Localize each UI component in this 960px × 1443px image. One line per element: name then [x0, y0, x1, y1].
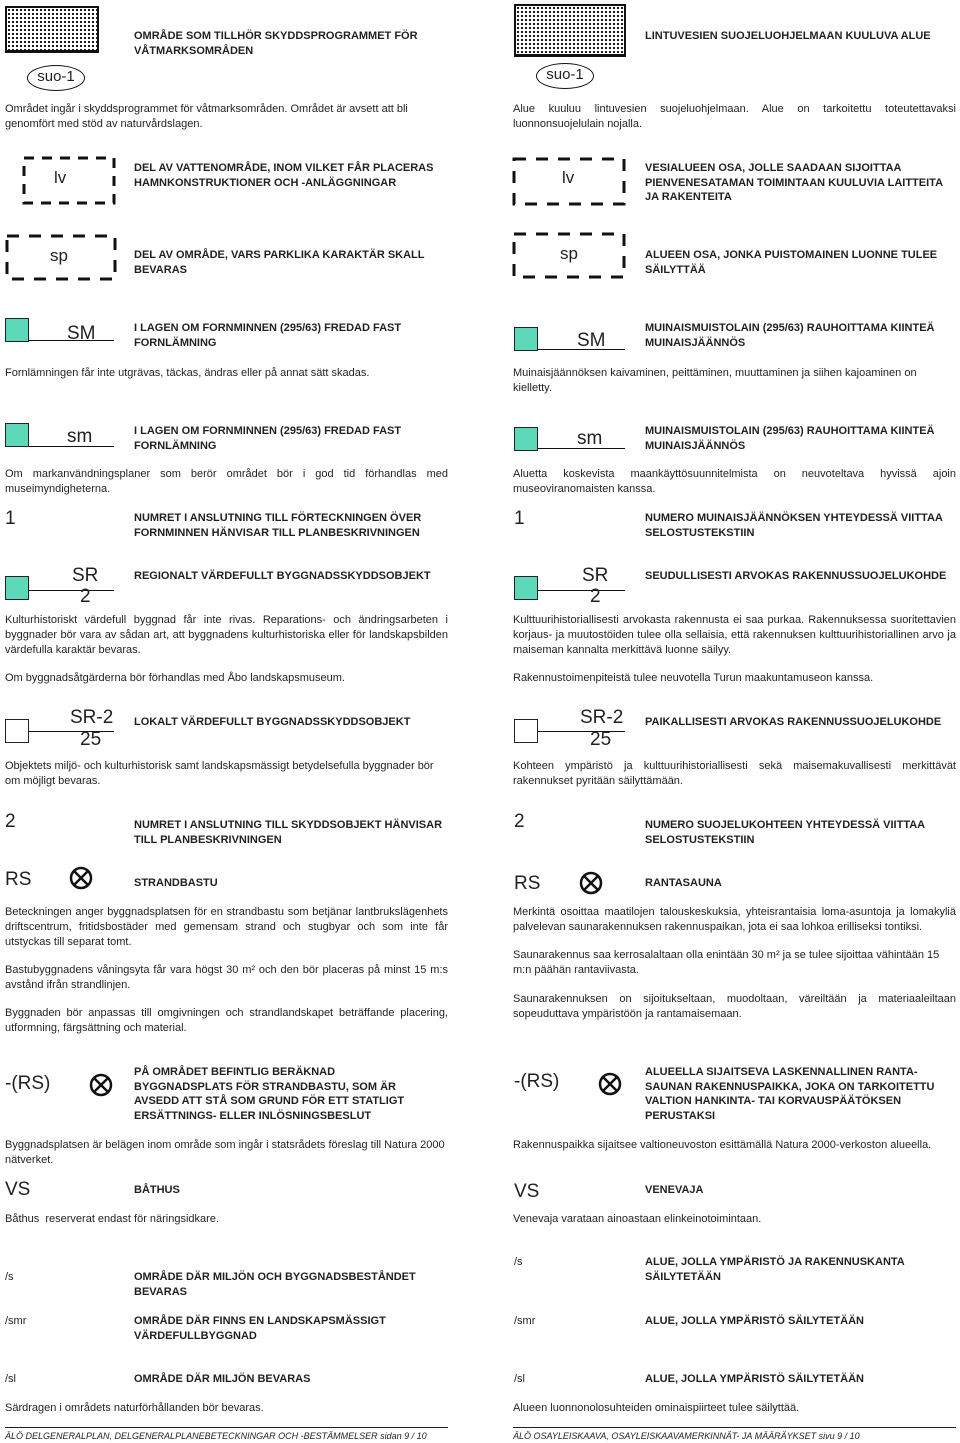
RS-description-2: Saunarakennus saa kerrosalaltaan olla enintään 30 m² ja se tulee sijoittaa vähintään 15 m:n päähän rantaviivasta. — [513, 949, 940, 976]
suo-1-title: OMRÅDE SOM TILLHÖR SKYDDSPROGRAMMET FÖR VÅTMARKSOMRÅDEN — [134, 30, 418, 57]
s-label: /s — [5, 1271, 14, 1283]
SM-teal-square — [5, 318, 29, 342]
num-2-label: 2 — [514, 811, 525, 832]
smr-title: ALUE, JOLLA YMPÄRISTÖ SÄILYTETÄÄN — [645, 1315, 865, 1327]
SM-teal-square — [514, 327, 538, 351]
SR2-leader-line — [29, 590, 114, 591]
VS-description: Båthus reserverat endast för näringsidkare. — [5, 1213, 220, 1225]
SR2-title: SEUDULLISESTI ARVOKAS RAKENNUSSUOJELUKOHDE — [645, 570, 947, 582]
SR2-25-label-top: SR-2 — [70, 707, 114, 728]
footer-text: ÄLÖ DELGENERALPLAN, DELGENERALPLANEBETECKNINGAR OCH -BESTÄMMELSER sidan 9 / 10 — [5, 1431, 427, 1441]
RS-label: RS — [5, 869, 32, 890]
SR2-25-label-bottom: 25 — [80, 729, 102, 750]
suo-1-description: Alue kuuluu lintuvesien suojeluohjelmaan. Alue on tarkoitettu toteutettavaksi luonnonsuojelulain nojalla. — [513, 103, 956, 130]
SR2-25-title: LOKALT VÄRDEFULLT BYGGNADSSKYDDSOBJEKT — [134, 716, 411, 728]
sl-title: OMRÅDE DÄR MILJÖN BEVARAS — [134, 1373, 311, 1385]
VS-title: VENEVAJA — [645, 1184, 704, 1196]
VS-label: VS — [514, 1181, 540, 1202]
minus-RS-label: -(RS) — [514, 1071, 560, 1092]
RS-description: Merkintä osoittaa maatilojen talouskeskuksia, yhteisrantaisia loma-asuntoja ja lomakyliä palvelevan saunarakennuksen rakennuspaikan, jota ei saa lohkoa erilliseksi tontiksi. — [513, 906, 956, 933]
SR2-25-leader-line — [538, 731, 625, 732]
minus-RS-description: Rakennuspaikka sijaitsee valtioneuvoston esittämällä Natura 2000-verkoston alueella. — [513, 1139, 932, 1151]
SR2-description: Kulttuurihistoriallisesti arvokasta rakennusta ei saa purkaa. Rakennuksessa suoritettavien korjaus- ja muutostöiden tulee olla sellaisia, että rakennuksen kulttuurihistoriallinen arvo ja maiseman kannalta merkittävä luonne säilyy. — [513, 614, 956, 656]
suo-1-description: Området ingår i skyddsprogrammet för våtmarksområden. Området är avsett att bli genomfört med stöd av naturvårdslagen. — [5, 103, 408, 130]
SM-description: Muinaisjäännöksen kaivaminen, peittäminen, muuttaminen ja siihen kajoaminen on kielletty. — [513, 367, 917, 394]
sp-title: DEL AV OMRÅDE, VARS PARKLIKA KARAKTÄR SKALL BEVARAS — [134, 249, 425, 276]
SR2-teal-square — [514, 576, 538, 600]
VS-label: VS — [5, 1179, 31, 1200]
bird-water-hatch-baseline — [514, 54, 626, 57]
SR2-label-bottom: 2 — [80, 586, 91, 607]
RS-description-3: Saunarakennuksen on sijoitukseltaan, muodoltaan, väreiltään ja materiaaleiltaan sopeuduttava ympäristöön ja rantamaisemaan. — [513, 993, 956, 1020]
num-1-title: NUMERO MUINAISJÄÄNNÖKSEN YHTEYDESSÄ VIITTAA SELOSTUSTEKSTIIN — [645, 512, 943, 539]
SM-description: Fornlämningen får inte utgrävas, täckas, ändras eller på annat sätt skadas. — [5, 367, 370, 379]
minus-RS-title: PÅ OMRÅDET BEFINTLIG BERÄKNAD BYGGNADSPLATS FÖR STRANDBASTU, SOM ÄR AVSEDD ATT STÅ SOM GRUND FÖR ETT STATLIGT ERSÄTTNINGS- ELLER INLÖSNINGSBESLUT — [134, 1066, 405, 1122]
sm-description: Om markanvändningsplaner som berör området bör i god tid förhandlas med museimyndigheterna. — [5, 468, 448, 495]
crossed-circle-icon — [579, 871, 603, 895]
sp-title: ALUEEN OSA, JONKA PUISTOMAINEN LUONNE TULEE SÄILYTTÄÄ — [645, 249, 938, 276]
SM-title: I LAGEN OM FORNMINNEN (295/63) FREDAD FAST FORNLÄMNING — [134, 322, 402, 349]
RS-description-3: Byggnaden bör anpassas till omgivningen och strandlandskapet beträffande placering, utformning, färgsättning och material. — [5, 1007, 448, 1034]
sm-description: Aluetta koskevista maankäyttösuunnitelmista on neuvoteltava hyvissä ajoin museoviranomaisten kanssa. — [513, 468, 956, 495]
SR2-25-label-top: SR-2 — [580, 707, 624, 728]
bird-water-hatch-symbol — [514, 4, 626, 56]
num-1-title: NUMRET I ANSLUTNING TILL FÖRTECKNINGEN ÖVER FORNMINNEN HÄNVISAR TILL PLANBESKRIVNINGEN — [134, 512, 422, 539]
SR2-label-top: SR — [582, 565, 609, 586]
RS-label: RS — [514, 873, 541, 894]
SR2-25-description: Objektets miljö- och kulturhistorisk samt landskapsmässigt betydelsefulla byggnader bör om möjligt bevaras. — [5, 760, 434, 787]
SR2-label-bottom: 2 — [590, 586, 601, 607]
sm-title: I LAGEN OM FORNMINNEN (295/63) FREDAD FAST FORNLÄMNING — [134, 425, 402, 452]
sp-label: sp — [560, 244, 578, 263]
SR2-25-description: Kohteen ympäristö ja kulttuurihistoriallisesti sekä maisemakuvallisesti merkittävät rakennukset pyritään säilyttämään. — [513, 760, 956, 787]
sl-description: Alueen luonnonolosuhteiden ominaispiirteet tulee säilyttää. — [513, 1402, 800, 1414]
num-2-title: NUMRET I ANSLUTNING TILL SKYDDSOBJEKT HÄNVISAR TILL PLANBESKRIVNINGEN — [134, 819, 443, 846]
RS-description-2: Bastubyggnadens våningsyta får vara högst 30 m² och den bör placeras på minst 15 m:s avstånd ifrån strandlinjen. — [5, 964, 448, 991]
s-label: /s — [514, 1256, 523, 1268]
footer-rule — [513, 1427, 956, 1428]
lv-title: VESIALUEEN OSA, JOLLE SAADAAN SIJOITTAA PIENVENESATAMAN TOIMINTAAN KUULUVIA LAITTEITA JA RAKENTEITA — [645, 162, 943, 203]
minus-RS-description: Byggnadsplatsen är belägen inom område som ingår i statsrådets föreslag till Natura 2000 nätverket. — [5, 1139, 445, 1166]
lv-label: lv — [54, 168, 67, 187]
SR2-25-label-bottom: 25 — [590, 729, 612, 750]
RS-description: Beteckningen anger byggnadsplatsen för en strandbastu som betjänar lantbrukslägenhets driftscentrum, fritidsbostäder med gemensam strand och stugbyar och som inte får utstyckas till separat tomt. — [5, 906, 448, 948]
crossed-circle-icon — [89, 1073, 113, 1097]
SR2-25-white-square — [514, 719, 538, 743]
s-title: ALUE, JOLLA YMPÄRISTÖ JA RAKENNUSKANTA SÄILYTETÄÄN — [645, 1256, 905, 1283]
num-2-label: 2 — [5, 811, 16, 832]
sl-title: ALUE, JOLLA YMPÄRISTÖ SÄILYTETÄÄN — [645, 1373, 865, 1385]
SR2-leader-line — [538, 590, 625, 591]
sm-teal-square — [514, 427, 538, 451]
SM-label: SM — [67, 323, 96, 344]
VS-title: BÅTHUS — [134, 1184, 180, 1196]
wetland-hatch-symbol — [5, 6, 99, 52]
SR2-25-leader-line — [29, 731, 114, 732]
footer-rule — [5, 1427, 448, 1428]
suo-1-oval-label: suo-1 — [27, 65, 85, 91]
footer-text: ÄLÖ OSAYLEISKAAVA, OSAYLEISKAAVAMERKINNÄT- JA MÄÄRÄYKSET sivu 9 / 10 — [513, 1431, 860, 1441]
num-1-label: 1 — [514, 508, 525, 529]
lv-label: lv — [562, 168, 575, 187]
lv-dashed-frame — [22, 155, 118, 207]
suo-1-oval-label: suo-1 — [536, 63, 594, 89]
minus-RS-label: -(RS) — [5, 1073, 51, 1094]
VS-description: Venevaja varataan ainoastaan elinkeinotoimintaan. — [513, 1213, 762, 1225]
SR2-25-white-square — [5, 719, 29, 743]
SR2-25-title: PAIKALLISESTI ARVOKAS RAKENNUSSUOJELUKOHDE — [645, 716, 942, 728]
lv-title: DEL AV VATTENOMRÅDE, INOM VILKET FÅR PLACERAS HAMNKONSTRUKTIONER OCH -ANLÄGGNINGAR — [134, 162, 434, 189]
SM-label: SM — [577, 330, 606, 351]
RS-title: RANTASAUNA — [645, 877, 722, 889]
crossed-circle-icon — [598, 1072, 622, 1096]
SR2-description: Kulturhistoriskt värdefull byggnad får inte rivas. Reparations- och ändringsarbeten i byggnader bör vara av sådan art, att byggnadens kulturhistoriska eller för landskapsbilden värdefulla karaktär bevaras. — [5, 614, 448, 656]
sm-label: sm — [577, 428, 603, 449]
suo-1-title: LINTUVESIEN SUOJELUOHJELMAAN KUULUVA ALUE — [645, 30, 931, 42]
minus-RS-title: ALUEELLA SIJAITSEVA LASKENNALLINEN RANTA- SAUNAN RAKENNUSPAIKKA, JOKA ON TARKOITETTU VALTION HANKINTA- TAI KORVAUSPÄÄTÖKSEN PERUSTAKSI — [645, 1066, 935, 1122]
SR2-label-top: SR — [72, 565, 99, 586]
SM-title: MUINAISMUISTOLAIN (295/63) RAUHOITTAMA KIINTEÄ MUINAISJÄÄNNÖS — [645, 322, 935, 349]
sl-label: /sl — [5, 1373, 16, 1385]
SR2-description-2: Om byggnadsåtgärderna bör förhandlas med Åbo landskapsmuseum. — [5, 672, 345, 684]
smr-label: /smr — [5, 1315, 27, 1327]
num-1-label: 1 — [5, 508, 16, 529]
sp-label: sp — [50, 246, 68, 265]
num-2-title: NUMERO SUOJELUKOHTEEN YHTEYDESSÄ VIITTAA SELOSTUSTEKSTIIN — [645, 819, 925, 846]
sm-teal-square — [5, 423, 29, 447]
SR2-description-2: Rakennustoimenpiteistä tulee neuvotella Turun maakuntamuseon kanssa. — [513, 672, 874, 684]
sl-description: Särdragen i områdets naturförhållanden bör bevaras. — [5, 1402, 264, 1414]
crossed-circle-icon — [69, 866, 93, 890]
sm-label: sm — [67, 426, 93, 447]
s-title: OMRÅDE DÄR MILJÖN OCH BYGGNADSBESTÅNDET BEVARAS — [134, 1271, 416, 1298]
sm-title: MUINAISMUISTOLAIN (295/63) RAUHOITTAMA KIINTEÄ MUINAISJÄÄNNÖS — [645, 425, 935, 452]
sl-label: /sl — [514, 1373, 525, 1385]
RS-title: STRANDBASTU — [134, 877, 218, 889]
SR2-title: REGIONALT VÄRDEFULLT BYGGNADSSKYDDSOBJEKT — [134, 570, 431, 582]
smr-label: /smr — [514, 1315, 536, 1327]
wetland-hatch-baseline — [5, 50, 99, 53]
SR2-teal-square — [5, 576, 29, 600]
smr-title: OMRÅDE DÄR FINNS EN LANDSKAPSMÄSSIGT VÄRDEFULLBYGGNAD — [134, 1315, 386, 1342]
